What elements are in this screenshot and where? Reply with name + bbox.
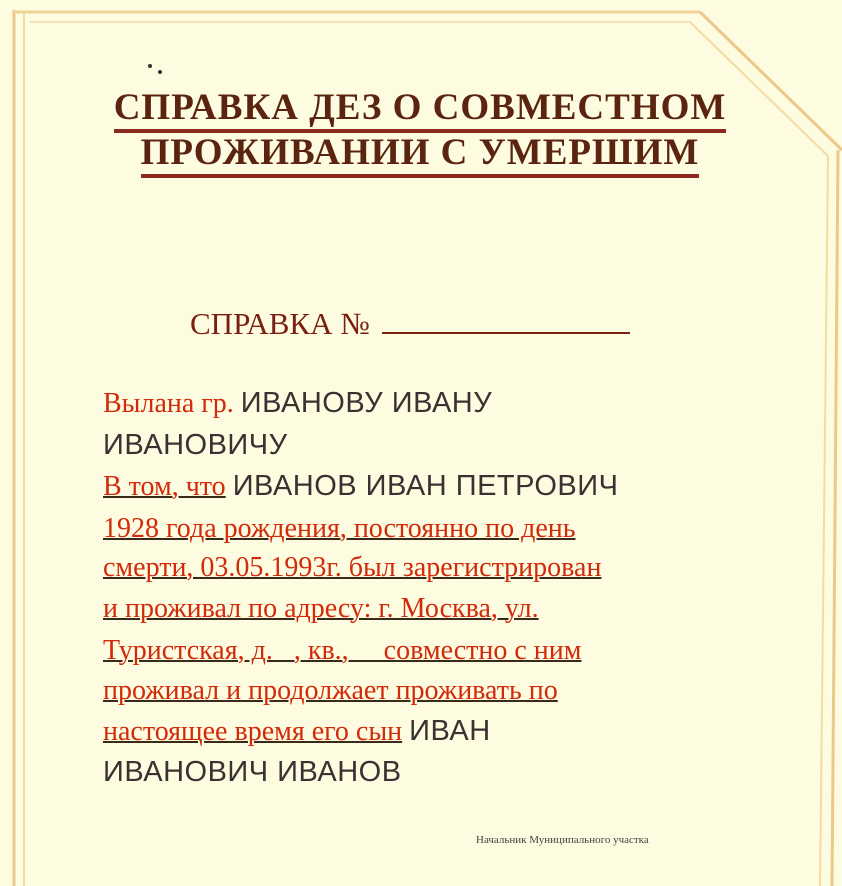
signature-title: Начальник Муниципального участка [476, 834, 649, 846]
issued-to-prefix: Вылана гр. [103, 388, 234, 419]
body-line-2 [103, 428, 288, 463]
body-line-8: проживал и продолжает проживать по [103, 675, 558, 706]
body-line-10 [103, 755, 402, 790]
certificate-number-blank [382, 330, 630, 334]
title-line-1: СПРАВКА ДЕЗ О СОВМЕСТНОМ [100, 86, 740, 129]
recipient-name-part1: ИВАНОВУ ИВАНУ [240, 387, 493, 419]
body-line-1 [103, 386, 492, 421]
certificate-number-label: СПРАВКА № [190, 306, 370, 341]
body-line-5: смерти, 03.05.1993г. был зарегистрирован [103, 552, 602, 583]
body-line-7: Туристская, д. , кв., совместно с ним [103, 635, 582, 666]
son-name-part1: ИВАН [409, 715, 491, 747]
body-line-6: и проживал по адресу: г. Москва, ул. [103, 593, 539, 624]
body-line-9 [103, 714, 491, 749]
body-line-4: 1928 года рождения, постоянно по день [103, 513, 576, 544]
deceased-name: ИВАНОВ ИВАН ПЕТРОВИЧ [232, 470, 619, 502]
recipient-name-part2: ИВАНОВИЧУ [103, 429, 288, 461]
son-name-part2: ИВАНОВИЧ ИВАНОВ [103, 756, 402, 788]
that-prefix: В том, что [103, 471, 226, 502]
title-line-2: ПРОЖИВАНИИ С УМЕРШИМ [100, 131, 740, 174]
body-line-3 [103, 469, 618, 504]
certificate-number [190, 306, 630, 342]
son-prefix: настоящее время его сын [103, 716, 403, 747]
